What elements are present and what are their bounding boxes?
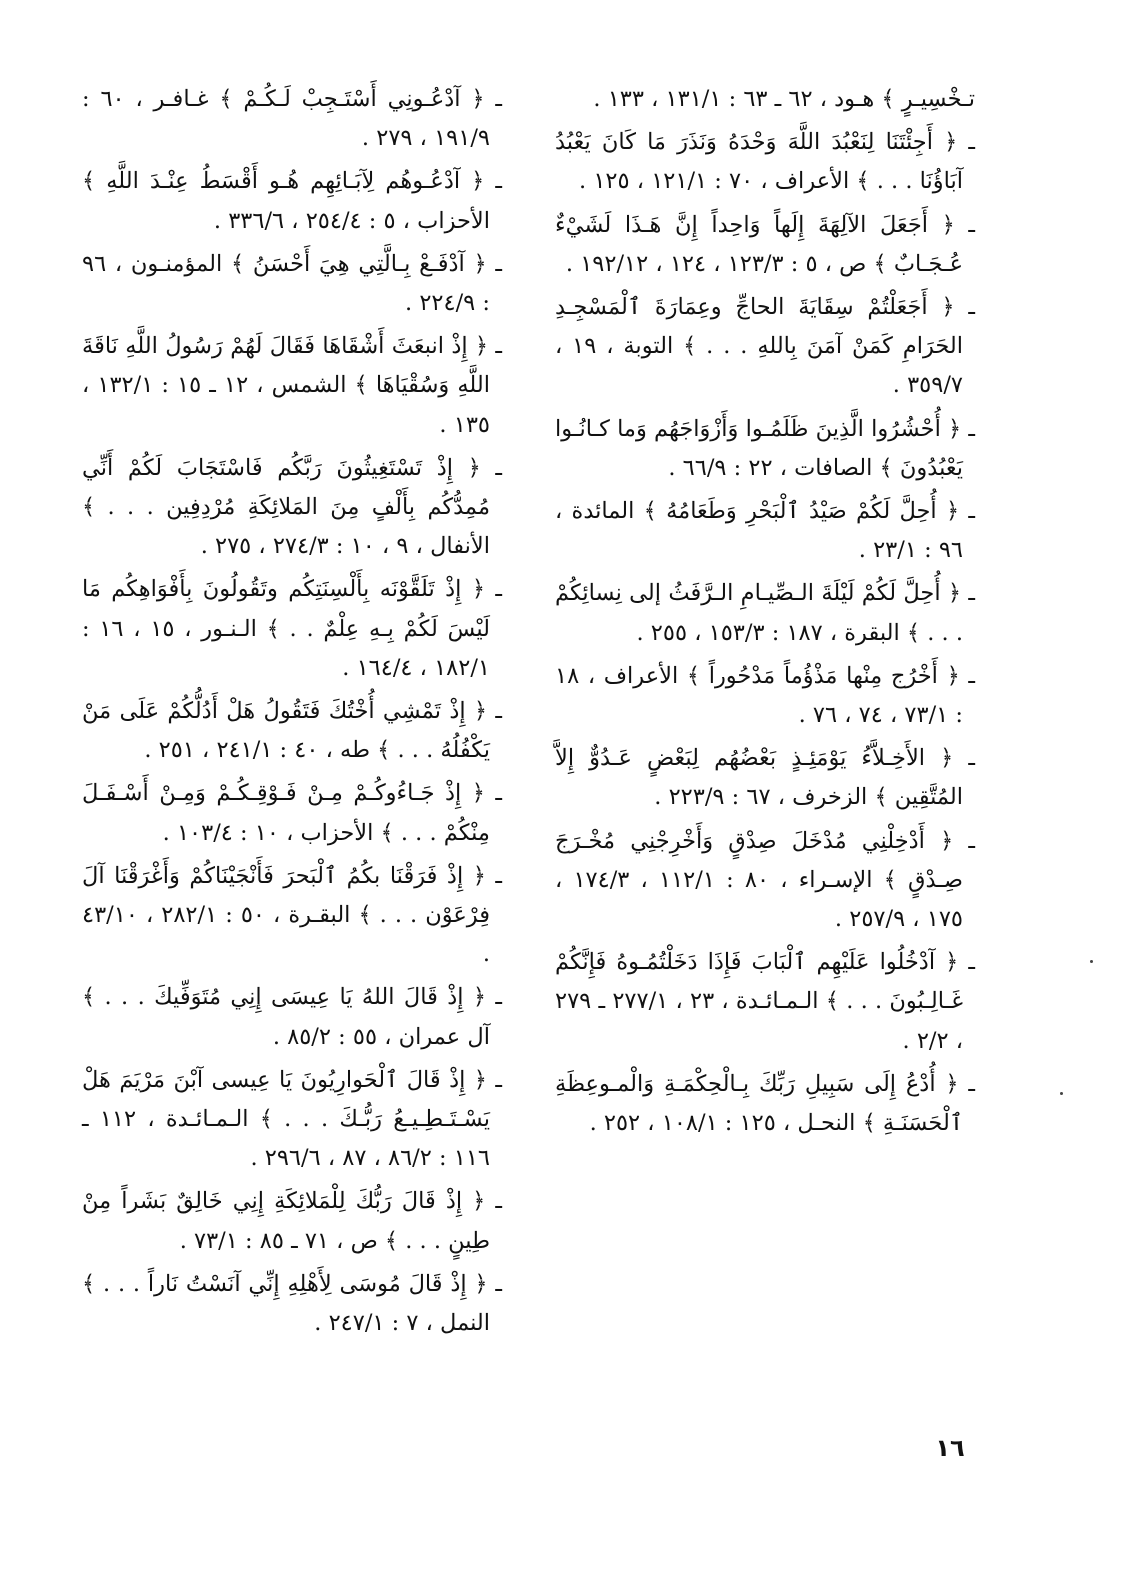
index-entry: ـ ﴿ آدْعُـونِي أَسْتَـجِبْ لَـكُـمْ ﴾ غـافـر ، ٦٠ : ١٩١/٩ ، ٢٧٩ . bbox=[82, 86, 503, 152]
index-column-right bbox=[555, 80, 975, 1147]
index-entry: ـ ﴿ إِذْ تَمْشِي أُخْتُكَ فَتَقُولُ هَلْ أَدُلُّكُمْ عَلَى مَنْ يَكْفُلُهُ . . . ﴾ طه ، ٤٠ : ٢٤١/١ ، ٢٥١ . bbox=[82, 698, 502, 764]
index-entry: ـ ﴿ أُحِلَّ لَكُمْ لَيْلَةَ الـصِّيـامِ الـرَّفَثُ إلى نِسائِكُمْ . . . ﴾ البقرة ، ١٨٧ : ١٥٣/٣ ، ٢٥٥ . bbox=[555, 580, 975, 646]
scan-speck bbox=[1090, 960, 1093, 963]
index-entry: ـ ﴿ أُحْشُرُوا الَّذِينَ ظَلَمُـوا وَأَزْوَاجَهُم وَما كـانُـوا يَعْبُدُونَ ﴾ الصافات ، ٢٢ : ٦٦/٩ . bbox=[555, 415, 975, 481]
index-entry: ـ ﴿ أُحِلَّ لَكُمْ صَيْدُ ٱلْبَحْرِ وَطَعَامُهُ ﴾ المائدة ، ٩٦ : ٢٣/١ . bbox=[555, 498, 975, 564]
index-entry: ـ ﴿ الأَخِـلاَّءُ يَوْمَئِـذٍ بَعْضُهُم لِبَعْضٍ عَـدُوٌّ إِلاَّ المُتَّقِين ﴾ الزخرف ، ٦٧ : ٢٢٣/٩ . bbox=[555, 745, 975, 811]
scan-speck bbox=[1060, 1092, 1063, 1095]
index-entry: ـ ﴿ إِذْ تَلَقَّوْنَه بِأَلْسِنَتِكُم وتَقُولُونَ بِأَفْوَاهِكُم مَا لَيْسَ لَكُمْ بِـهِ عِلْمٌ . . ﴾ الـنـور ، ١٥ ، ١٦ : ١٨٢/١ ، ١٦٤/٤ . bbox=[82, 576, 502, 681]
index-entry: ـ ﴿ إِذْ فَرَقْنَا بكُمُ ٱلْبَحرَ فَأَنْجَيْنَاكُمْ وَأَغْرَقْنَا آلَ فِرْعَوْن . . . ﴾ البقـرة ، ٥٠ : ٢٨٢/١ ، ٤٣/١٠ . bbox=[82, 862, 502, 968]
index-entry: ـ ﴿ أَخْرُج مِنْها مَذْؤُماً مَدْحُوراً ﴾ الأعراف ، ١٨ : ٧٣/١ ، ٧٤ ، ٧٦ . bbox=[555, 662, 975, 729]
index-entry: ـ ﴿ إِذْ قَالَ مُوسَى لِأَهْلِهِ إِنِّي آنَسْتُ نَاراً . . . ﴾ النمل ، ٧ : ٢٤٧/١ . bbox=[82, 1270, 502, 1337]
index-entry: ـ ﴿ أَجِئْتَنَا لِنَعْبُدَ اللَّهَ وَحْدَهُ وَنَذَرَ مَا كَانَ يَعْبُدُ آبَاؤُنَا . . . ﴾ الأعراف ، ٧٠ : ١٢١/١ ، ١٢٥ . bbox=[555, 129, 975, 195]
index-entry: ـ ﴿ أَجَعَلْتُمْ سِقَايَةَ الحاجِّ وعِمَارَةَ ٱلْمَسْجِـدِ الحَرَامِ كَمَنْ آمَنَ بِاللهِ . . . ﴾ التوبة ، ١٩ ، ٣٥٩/٧ . bbox=[555, 294, 975, 399]
index-entry: ـ ﴿ أُدْعُ إِلَى سَبِيلِ رَبِّكَ بِـالْحِكْمَـةِ وَالْمـوعِظَةِ ٱلْحَسَنَـةِ ﴾ النحـل ، ١٢٥ : ١٠٨/١ ، ٢٥٢ . bbox=[555, 1070, 975, 1137]
index-entry: ـ ﴿ إِذْ تَسْتَغِيثُونَ رَبَّكُم فَاسْتَجَابَ لَكُمْ أَنِّي مُمِدُّكُم بِأَلْفٍ مِنَ المَلائِكَةِ مُرْدِفِين . . . ﴾ الأنفال ، ٩ ، ١٠ : ٢٧٤/٣ ، ٢٧٥ . bbox=[82, 454, 502, 560]
page-number: ١٦ bbox=[935, 1434, 965, 1462]
index-entry: تـخْسِيـرٍ ﴾ هـود ، ٦٢ ـ ٦٣ : ١٣١/١ ، ١٣٣ . bbox=[593, 86, 975, 112]
index-column-left bbox=[82, 80, 502, 1347]
index-entry: ـ ﴿ إِذْ قَالَ رَبُّكَ لِلْمَلائِكَةِ إِنِي خَالِقٌ بَشَراً مِنْ طِينٍ . . . ﴾ ص ، ٧١ ـ ٨٥ : ٧٣/١ . bbox=[82, 1188, 502, 1254]
index-entry: ـ ﴿ إِذْ انبعَثَ أَشْقَاهَا فَقَالَ لَهُمْ رَسُولُ اللَّهِ نَاقَةَ اللَّهِ وَسُقْيَاهَا ﴾ الشمس ، ١٢ ـ ١٥ : ١٣٢/١ ، ١٣٥ . bbox=[82, 333, 502, 438]
index-entry: ـ ﴿ إِذْ جَـاءُوكُـمْ مِـنْ فَـوْقِـكُـمْ وَمِـنْ أَسْـفَـلَ مِنْكُمْ . . . ﴾ الأحزاب ، ١٠ : ١٠٣/٤ . bbox=[82, 780, 502, 846]
index-entry: ـ ﴿ آدْفَـعْ بِـالَّتِي هِيَ أَحْسَنُ ﴾ المؤمنـون ، ٩٦ : ٢٢٤/٩ . bbox=[82, 250, 502, 317]
index-entry: ـ ﴿ إِذْ قَالَ اللهُ يَا عِيسَى إِنِي مُتَوَفِّيكَ . . . ﴾ آل عمران ، ٥٥ : ٨٥/٢ . bbox=[82, 984, 502, 1050]
index-entry: ـ ﴿ آدْعُـوهُم لِآبَـائِهِم هُـو أَقْسَطُ عِنْـدَ اللَّهِ ﴾ الأحزاب ، ٥ : ٢٥٤/٤ ، ٣٣٦/٦ . bbox=[82, 168, 502, 234]
index-entry: ـ ﴿ أَجَعَلَ الآلِهَةَ إِلَهاً وَاحِداً إِنَّ هَـذَا لَشَيْءٌ عُـجَـابٌ ﴾ ص ، ٥ : ١٢٣/٣ ، ١٢٤ ، ١٩٢/١٢ . bbox=[555, 211, 975, 277]
index-entry: ـ ﴿ أَدْخِلْنِي مُدْخَلَ صِدْقٍ وَأَخْرِجْنِي مُخْـرَجَ صِـدْقٍ ﴾ الإسـراء ، ٨٠ : ١١٢/١ ، ١٧٤/٣ ، ١٧٥ ، ٢٥٧/٩ . bbox=[555, 827, 975, 933]
index-entry: ـ ﴿ إِذْ قَالَ ٱلْحَوارِيُونَ يَا عِيسى آبْنَ مَرْيَمَ هَلْ يَسْـتَـطِـيـعُ رَبُّـكَ . . . ﴾ الـمـائـدة ، ١١٢ ـ ١١٦ : ٨٦/٢ ، ٨٧ ، ٢٩٦/٦ . bbox=[82, 1066, 502, 1172]
index-entry: ـ ﴿ آدْخُلُوا عَلَيْهِم ٱلْبَابَ فَإِذَا دَخَلْتُمُـوهُ فَإِنَّكُمْ غَـالِـبُونَ . . . ﴾ الـمـائـدة ، ٢٣ ، ٢٧٧/١ ـ ٢٧٩ ، ٢/٢ . bbox=[555, 949, 975, 1054]
